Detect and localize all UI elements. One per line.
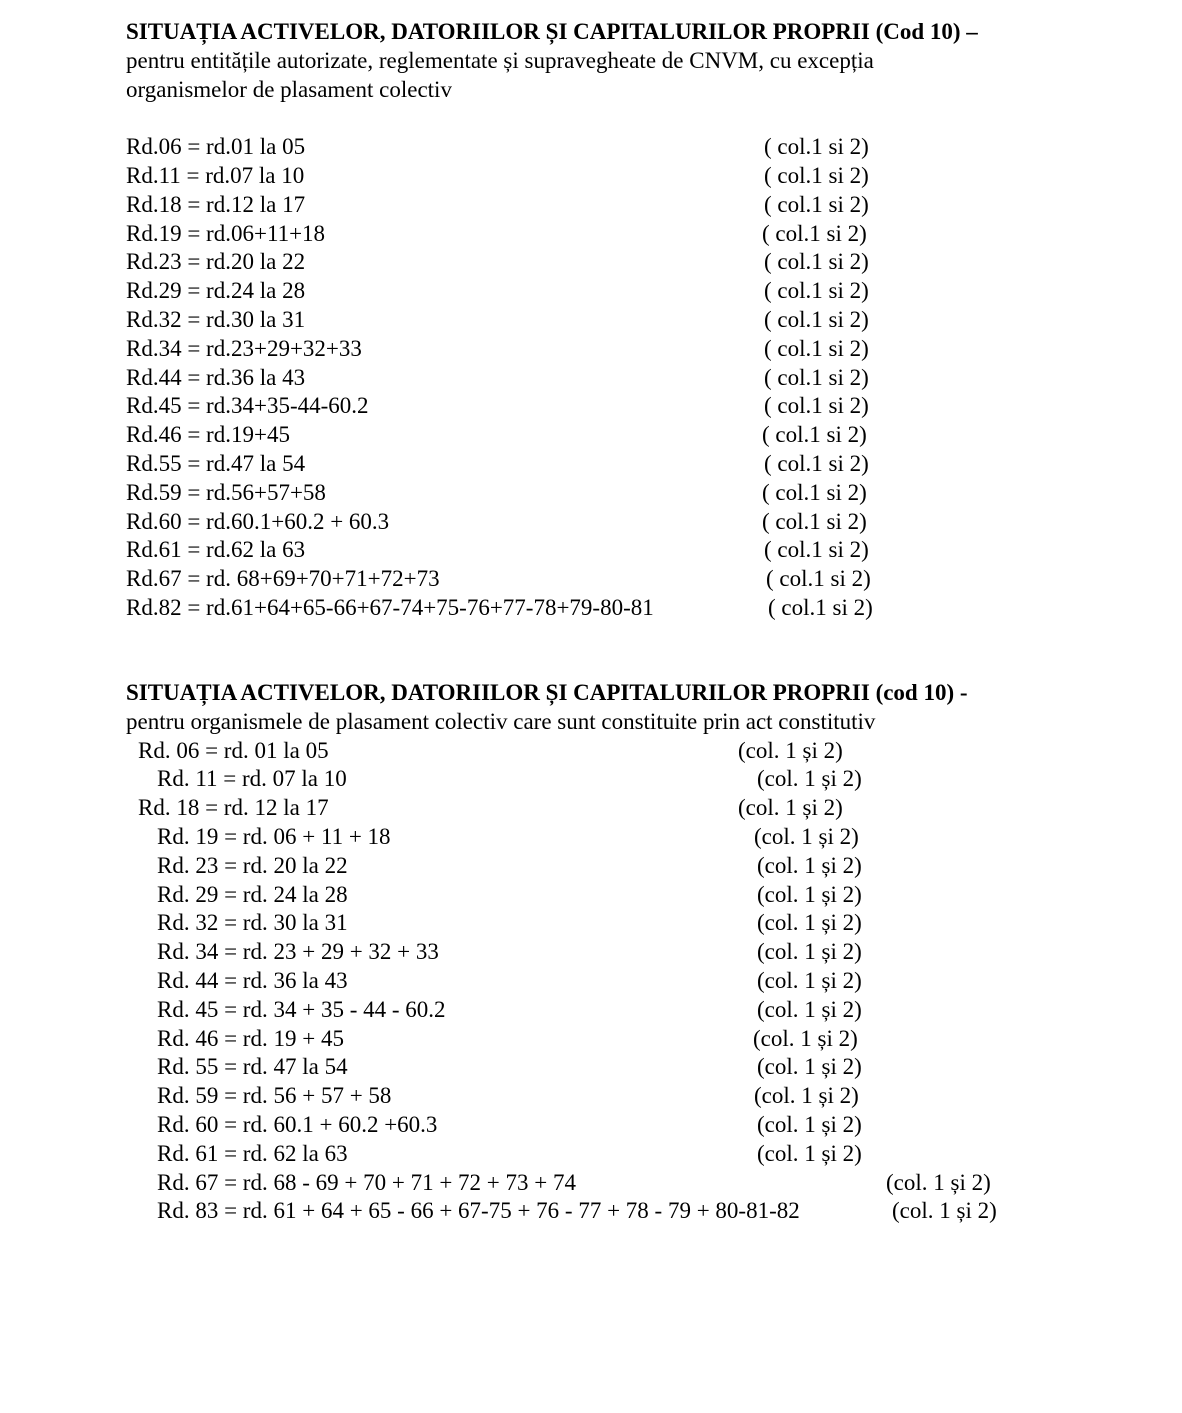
- rule-formula: Rd.34 = rd.23+29+32+33: [126, 335, 362, 361]
- rule-row: [126, 450, 1126, 479]
- rule-columns: (col. 1 și 2): [757, 939, 862, 965]
- rule-row: [126, 364, 1126, 393]
- rule-columns: ( col.1 si 2): [764, 191, 869, 217]
- rule-formula: Rd.82 = rd.61+64+65-66+67-74+75-76+77-78+79-80-81: [126, 594, 654, 620]
- rule-columns: ( col.1 si 2): [762, 422, 867, 448]
- rule-formula: Rd.19 = rd.06+11+18: [126, 220, 326, 246]
- section-entitati-autorizate: [126, 18, 1126, 623]
- rule-formula: Rd. 44 = rd. 36 la 43: [157, 967, 348, 993]
- rule-row: [126, 765, 1126, 794]
- section-title: SITUAȚIA ACTIVELOR, DATORIILOR ȘI CAPITALURILOR PROPRII (Cod 10) –: [126, 19, 978, 44]
- rule-columns: (col. 1 și 2): [757, 766, 862, 792]
- rule-row: [126, 220, 1126, 249]
- rule-columns: (col. 1 și 2): [754, 1083, 859, 1109]
- rule-formula: Rd. 11 = rd. 07 la 10: [157, 766, 347, 792]
- rule-row: [126, 1169, 1126, 1198]
- rule-columns: ( col.1 si 2): [762, 220, 867, 246]
- rule-formula: Rd. 32 = rd. 30 la 31: [157, 910, 348, 936]
- section-subtitle-line: organismelor de plasament colectiv: [126, 76, 452, 102]
- rule-list: [126, 133, 1126, 623]
- rule-columns: ( col.1 si 2): [764, 450, 869, 476]
- rule-row: [126, 421, 1126, 450]
- rule-formula: Rd. 83 = rd. 61 + 64 + 65 - 66 + 67-75 + 76 - 77 + 78 - 79 + 80-81-82: [157, 1198, 800, 1224]
- rule-row: [126, 133, 1126, 162]
- rule-row: [126, 1140, 1126, 1169]
- rule-columns: ( col.1 si 2): [762, 508, 867, 534]
- rule-columns: (col. 1 și 2): [757, 1140, 862, 1166]
- rule-row: [126, 996, 1126, 1025]
- rule-columns: (col. 1 și 2): [738, 737, 843, 763]
- rule-formula: Rd. 06 = rd. 01 la 05: [138, 737, 329, 763]
- rule-formula: Rd.29 = rd.24 la 28: [126, 278, 306, 304]
- rule-columns: (col. 1 și 2): [753, 1025, 858, 1051]
- section-organisme-plasament-colectiv: [126, 679, 1126, 1226]
- rule-columns: ( col.1 si 2): [768, 594, 873, 620]
- rule-columns: ( col.1 si 2): [766, 566, 871, 592]
- rule-formula: Rd. 19 = rd. 06 + 11 + 18: [157, 823, 391, 849]
- rule-row: [126, 1053, 1126, 1082]
- rule-formula: Rd.46 = rd.19+45: [126, 422, 290, 448]
- rule-row: [126, 1082, 1126, 1111]
- rule-formula: Rd. 18 = rd. 12 la 17: [138, 795, 329, 821]
- rule-columns: (col. 1 și 2): [757, 910, 862, 936]
- rule-columns: ( col.1 si 2): [764, 278, 869, 304]
- rule-formula: Rd.45 = rd.34+35-44-60.2: [126, 393, 369, 419]
- rule-row: [126, 594, 1126, 623]
- rule-row: [126, 162, 1126, 191]
- rule-columns: ( col.1 si 2): [764, 306, 869, 332]
- rule-columns: (col. 1 și 2): [886, 1169, 991, 1195]
- rule-columns: (col. 1 și 2): [757, 1111, 862, 1137]
- section-subtitle-line: pentru entitățile autorizate, reglementate și supravegheate de CNVM, cu excepția: [126, 47, 874, 73]
- section-title: SITUAȚIA ACTIVELOR, DATORIILOR ȘI CAPITALURILOR PROPRII (cod 10) -: [126, 680, 968, 705]
- rule-formula: Rd. 60 = rd. 60.1 + 60.2 +60.3: [157, 1111, 438, 1137]
- rule-row: [126, 335, 1126, 364]
- rule-row: [126, 938, 1126, 967]
- rule-columns: (col. 1 și 2): [757, 852, 862, 878]
- rule-formula: Rd. 45 = rd. 34 + 35 - 44 - 60.2: [157, 996, 446, 1022]
- rule-row: [126, 479, 1126, 508]
- rule-formula: Rd.61 = rd.62 la 63: [126, 537, 306, 563]
- rule-row: [126, 967, 1126, 996]
- rule-row: [126, 565, 1126, 594]
- rule-formula: Rd. 61 = rd. 62 la 63: [157, 1140, 348, 1166]
- rule-row: [126, 191, 1126, 220]
- rule-columns: ( col.1 si 2): [764, 537, 869, 563]
- rule-formula: Rd.11 = rd.07 la 10: [126, 162, 305, 188]
- rule-formula: Rd.06 = rd.01 la 05: [126, 134, 306, 160]
- rule-columns: ( col.1 si 2): [764, 335, 869, 361]
- rule-row: [126, 536, 1126, 565]
- rule-row: [126, 508, 1126, 537]
- rule-row: [126, 823, 1126, 852]
- rule-columns: (col. 1 și 2): [757, 967, 862, 993]
- section-subtitle-line: pentru organismele de plasament colectiv care sunt constituite prin act constitutiv: [126, 708, 876, 734]
- rule-columns: (col. 1 și 2): [757, 1054, 862, 1080]
- rule-formula: Rd. 34 = rd. 23 + 29 + 32 + 33: [157, 939, 439, 965]
- rule-columns: (col. 1 și 2): [754, 823, 859, 849]
- rule-formula: Rd. 23 = rd. 20 la 22: [157, 852, 348, 878]
- rule-formula: Rd.44 = rd.36 la 43: [126, 364, 306, 390]
- rule-formula: Rd.60 = rd.60.1+60.2 + 60.3: [126, 508, 390, 534]
- rule-row: [126, 737, 1126, 766]
- rule-row: [126, 248, 1126, 277]
- rule-columns: (col. 1 și 2): [757, 996, 862, 1022]
- rule-row: [126, 306, 1126, 335]
- rule-formula: Rd. 67 = rd. 68 - 69 + 70 + 71 + 72 + 73 + 74: [157, 1169, 576, 1195]
- rule-row: [126, 794, 1126, 823]
- rule-formula: Rd.55 = rd.47 la 54: [126, 450, 306, 476]
- rule-row: [126, 852, 1126, 881]
- rule-row: [126, 1111, 1126, 1140]
- rule-columns: ( col.1 si 2): [764, 393, 869, 419]
- rule-columns: (col. 1 și 2): [738, 795, 843, 821]
- rule-formula: Rd. 46 = rd. 19 + 45: [157, 1025, 344, 1051]
- rule-formula: Rd.23 = rd.20 la 22: [126, 249, 306, 275]
- rule-formula: Rd.18 = rd.12 la 17: [126, 191, 306, 217]
- rule-columns: ( col.1 si 2): [762, 479, 867, 505]
- rule-formula: Rd. 29 = rd. 24 la 28: [157, 881, 348, 907]
- rule-row: [126, 909, 1126, 938]
- rule-row: [126, 1025, 1126, 1054]
- rule-list: [126, 737, 1126, 1227]
- rule-formula: Rd. 55 = rd. 47 la 54: [157, 1054, 348, 1080]
- rule-formula: Rd.32 = rd.30 la 31: [126, 306, 306, 332]
- rule-row: [126, 392, 1126, 421]
- rule-formula: Rd.59 = rd.56+57+58: [126, 479, 326, 505]
- rule-columns: (col. 1 și 2): [757, 881, 862, 907]
- rule-row: [126, 881, 1126, 910]
- rule-columns: ( col.1 si 2): [764, 249, 869, 275]
- rule-columns: ( col.1 si 2): [764, 364, 869, 390]
- rule-columns: ( col.1 si 2): [764, 134, 869, 160]
- rule-formula: Rd.67 = rd. 68+69+70+71+72+73: [126, 566, 440, 592]
- rule-columns: ( col.1 si 2): [764, 162, 869, 188]
- rule-columns: (col. 1 și 2): [892, 1198, 997, 1224]
- rule-formula: Rd. 59 = rd. 56 + 57 + 58: [157, 1083, 392, 1109]
- rule-row: [126, 1197, 1126, 1226]
- rule-row: [126, 277, 1126, 306]
